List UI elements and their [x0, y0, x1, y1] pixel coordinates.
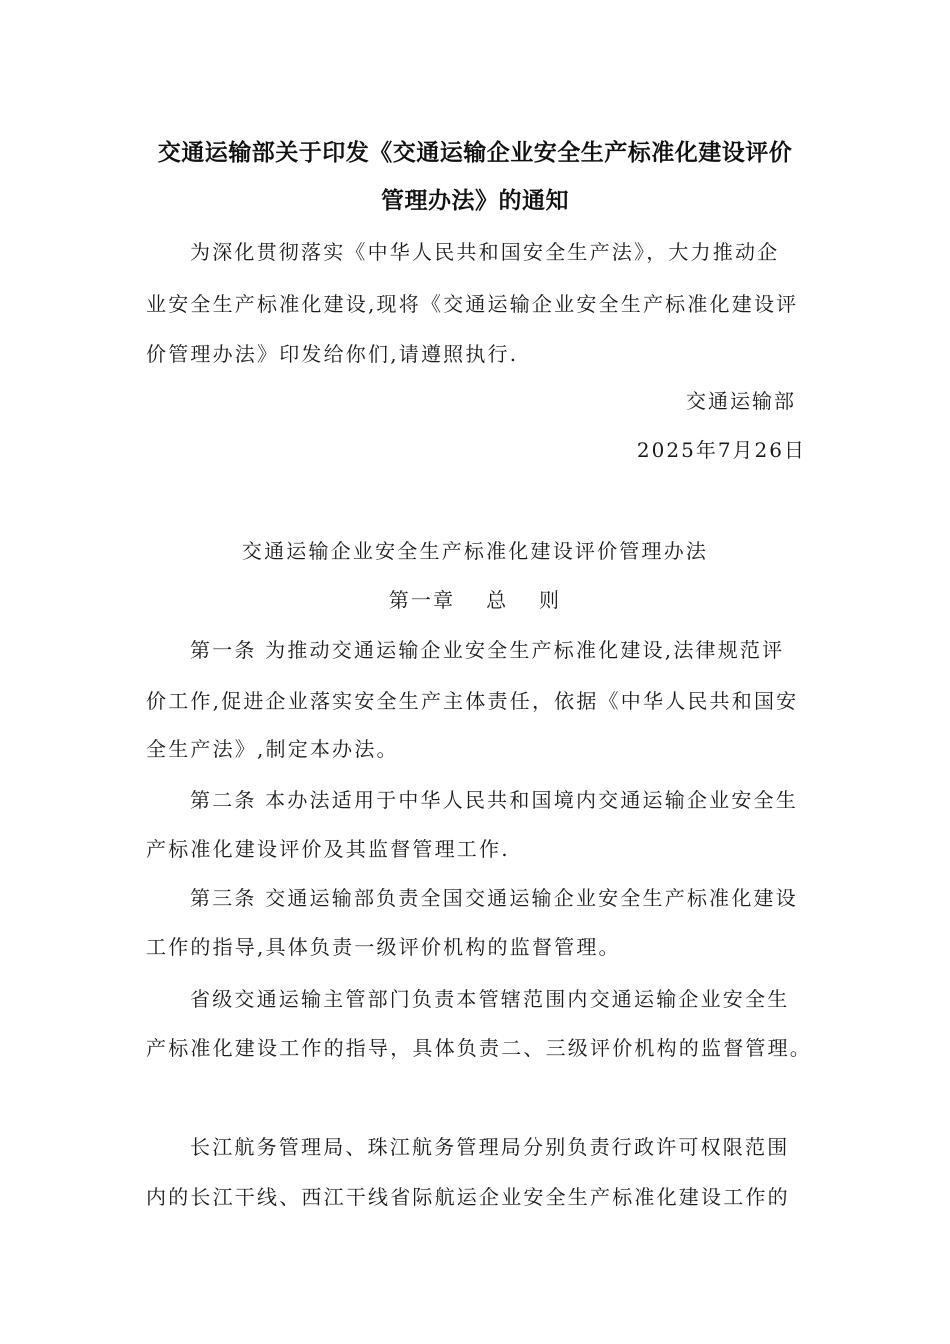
article-3-line-2: 工作的指导,具体负责一级评价机构的监督管理。	[146, 935, 621, 959]
article-1-line-2: 价工作,促进企业落实安全生产主体责任，依据《中华人民共和国安	[146, 689, 799, 713]
yangtze-line-1: 长江航务管理局、珠江航务管理局分别负责行政许可权限范围	[190, 1135, 790, 1159]
notice-title-line-1: 交通运输部关于印发《交通运输企业安全生产标准化建设评价	[157, 140, 793, 166]
notice-body-line-3: 价管理办法》印发给你们,请遵照执行.	[146, 342, 519, 366]
article-1-line-3: 全生产法》,制定本办法。	[146, 737, 399, 761]
chapter-heading: 第一章 总 则	[388, 588, 562, 612]
measures-title: 交通运输企业安全生产标准化建设评价管理办法	[241, 539, 709, 563]
notice-body-line-2: 业安全生产标准化建设,现将《交通运输企业安全生产标准化建设评	[146, 292, 799, 316]
notice-title-line-2: 管理办法》的通知	[381, 188, 569, 214]
article-1-line-1: 第一条 为推动交通运输企业安全生产标准化建设,法律规范评	[190, 638, 785, 662]
article-2-line-2: 产标准化建设评价及其监督管理工作.	[146, 837, 510, 861]
article-2-line-1: 第二条 本办法适用于中华人民共和国境内交通运输企业安全生	[190, 788, 798, 812]
provincial-line-2: 产标准化建设工作的指导，具体负责二、三级评价机构的监督管理。	[146, 1036, 812, 1060]
article-3-line-1: 第三条 交通运输部负责全国交通运输企业安全生产标准化建设	[190, 886, 798, 910]
notice-body-line-1: 为深化贯彻落实《中华人民共和国安全生产法》，大力推动企	[190, 240, 780, 264]
notice-signature	[146, 387, 806, 415]
signature-text: 交通运输部	[686, 389, 796, 413]
provincial-line-1: 省级交通运输主管部门负责本管辖范围内交通运输企业安全生	[190, 987, 790, 1011]
yangtze-line-2: 内的长江干线、西江干线省际航运企业安全生产标准化建设工作的	[146, 1185, 790, 1209]
notice-date: 2025年7月26日	[636, 438, 806, 462]
